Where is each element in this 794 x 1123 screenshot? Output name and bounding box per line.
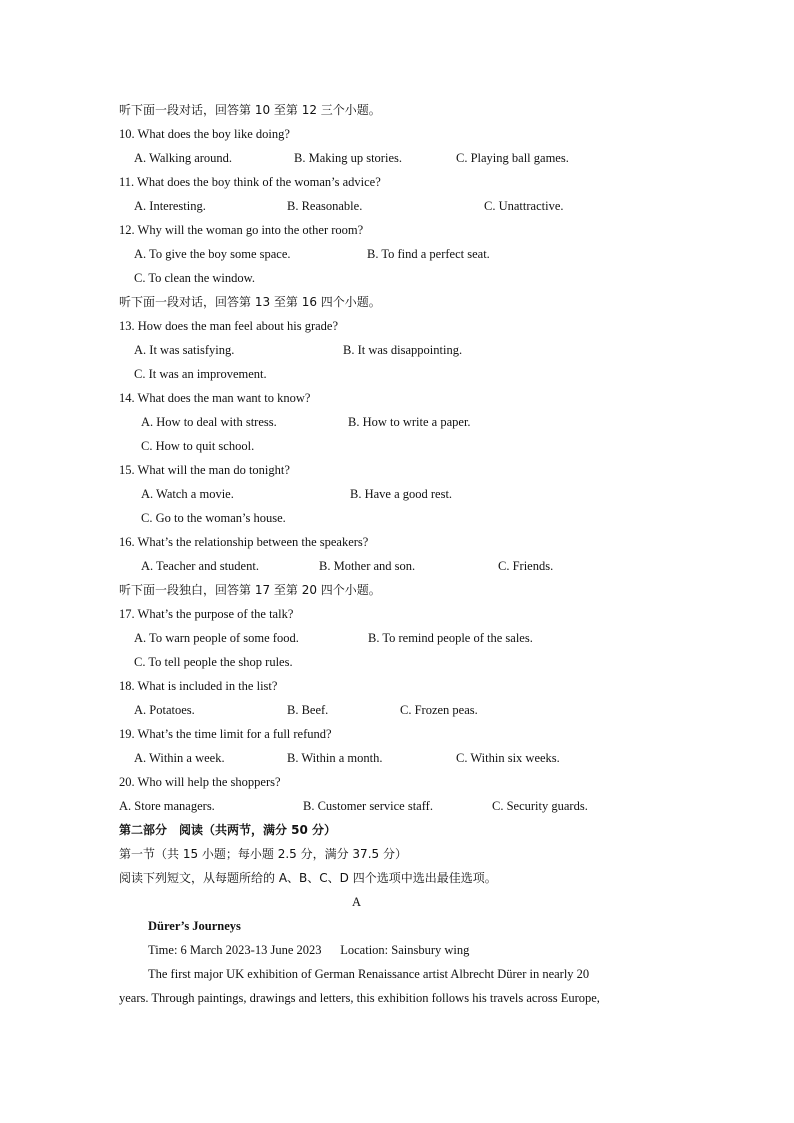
q14-option-c: C. How to quit school.	[141, 439, 255, 453]
q10-option-a: A. Walking around.	[134, 151, 233, 165]
q15-option-b: B. Have a good rest.	[350, 487, 453, 501]
q17-option-a: A. To warn people of some food.	[134, 631, 299, 645]
q18-option-b: B. Beef.	[287, 703, 329, 717]
section-header-17-20: 听下面一段独白，回答第 17 至第 20 四个小题。	[119, 583, 381, 597]
question-12: 12. Why will the woman go into the other room?	[119, 223, 364, 237]
q12-option-a: A. To give the boy some space.	[134, 247, 291, 261]
question-11: 11. What does the boy think of the woman’s advice?	[119, 175, 381, 189]
q18-option-a: A. Potatoes.	[134, 703, 195, 717]
question-20: 20. Who will help the shoppers?	[119, 775, 281, 789]
q11-option-c: C. Unattractive.	[484, 199, 564, 213]
passage-letter: A	[352, 895, 362, 909]
q10-option-b: B. Making up stories.	[294, 151, 402, 165]
q14-option-a: A. How to deal with stress.	[141, 415, 277, 429]
q15-option-c: C. Go to the woman’s house.	[141, 511, 286, 525]
q19-option-a: A. Within a week.	[134, 751, 225, 765]
q12-option-b: B. To find a perfect seat.	[367, 247, 490, 261]
question-19: 19. What’s the time limit for a full refund?	[119, 727, 332, 741]
q13-option-a: A. It was satisfying.	[134, 343, 235, 357]
q10-option-c: C. Playing ball games.	[456, 151, 569, 165]
q17-option-c: C. To tell people the shop rules.	[134, 655, 293, 669]
section-header-10-12: 听下面一段对话，回答第 10 至第 12 三个小题。	[119, 103, 381, 117]
question-14: 14. What does the man want to know?	[119, 391, 311, 405]
part2-instruction: 阅读下列短文，从每题所给的 A、B、C、D 四个选项中选出最佳选项。	[119, 871, 497, 885]
q12-option-c: C. To clean the window.	[134, 271, 255, 285]
passage-title: Dürer’s Journeys	[148, 919, 241, 933]
part2-title: 第二部分 阅读（共两节，满分 50 分）	[119, 823, 337, 837]
question-10: 10. What does the boy like doing?	[119, 127, 290, 141]
q20-option-c: C. Security guards.	[492, 799, 588, 813]
q13-option-b: B. It was disappointing.	[343, 343, 463, 357]
q16-option-a: A. Teacher and student.	[141, 559, 259, 573]
q20-option-a: A. Store managers.	[119, 799, 215, 813]
q16-option-c: C. Friends.	[498, 559, 554, 573]
passage-info: Time: 6 March 2023-13 June 2023 Location: Sainsbury wing	[148, 943, 470, 957]
section-header-13-16: 听下面一段对话，回答第 13 至第 16 四个小题。	[119, 295, 381, 309]
question-18: 18. What is included in the list?	[119, 679, 278, 693]
question-17: 17. What’s the purpose of the talk?	[119, 607, 294, 621]
passage-line-2: years. Through paintings, drawings and letters, this exhibition follows his travels across Europe,	[119, 991, 600, 1005]
question-15: 15. What will the man do tonight?	[119, 463, 290, 477]
q20-option-b: B. Customer service staff.	[303, 799, 433, 813]
q13-option-c: C. It was an improvement.	[134, 367, 267, 381]
q16-option-b: B. Mother and son.	[319, 559, 416, 573]
q15-option-a: A. Watch a movie.	[141, 487, 234, 501]
passage-line-1: The first major UK exhibition of German Renaissance artist Albrecht Dürer in nearly 20	[148, 967, 590, 981]
q19-option-b: B. Within a month.	[287, 751, 383, 765]
q11-option-a: A. Interesting.	[134, 199, 206, 213]
q19-option-c: C. Within six weeks.	[456, 751, 560, 765]
question-13: 13. How does the man feel about his grade?	[119, 319, 339, 333]
question-16: 16. What’s the relationship between the speakers?	[119, 535, 369, 549]
q14-option-b: B. How to write a paper.	[348, 415, 471, 429]
q18-option-c: C. Frozen peas.	[400, 703, 478, 717]
q11-option-b: B. Reasonable.	[287, 199, 363, 213]
part2-section1: 第一节（共 15 小题；每小题 2.5 分，满分 37.5 分）	[119, 847, 407, 861]
q17-option-b: B. To remind people of the sales.	[368, 631, 533, 645]
